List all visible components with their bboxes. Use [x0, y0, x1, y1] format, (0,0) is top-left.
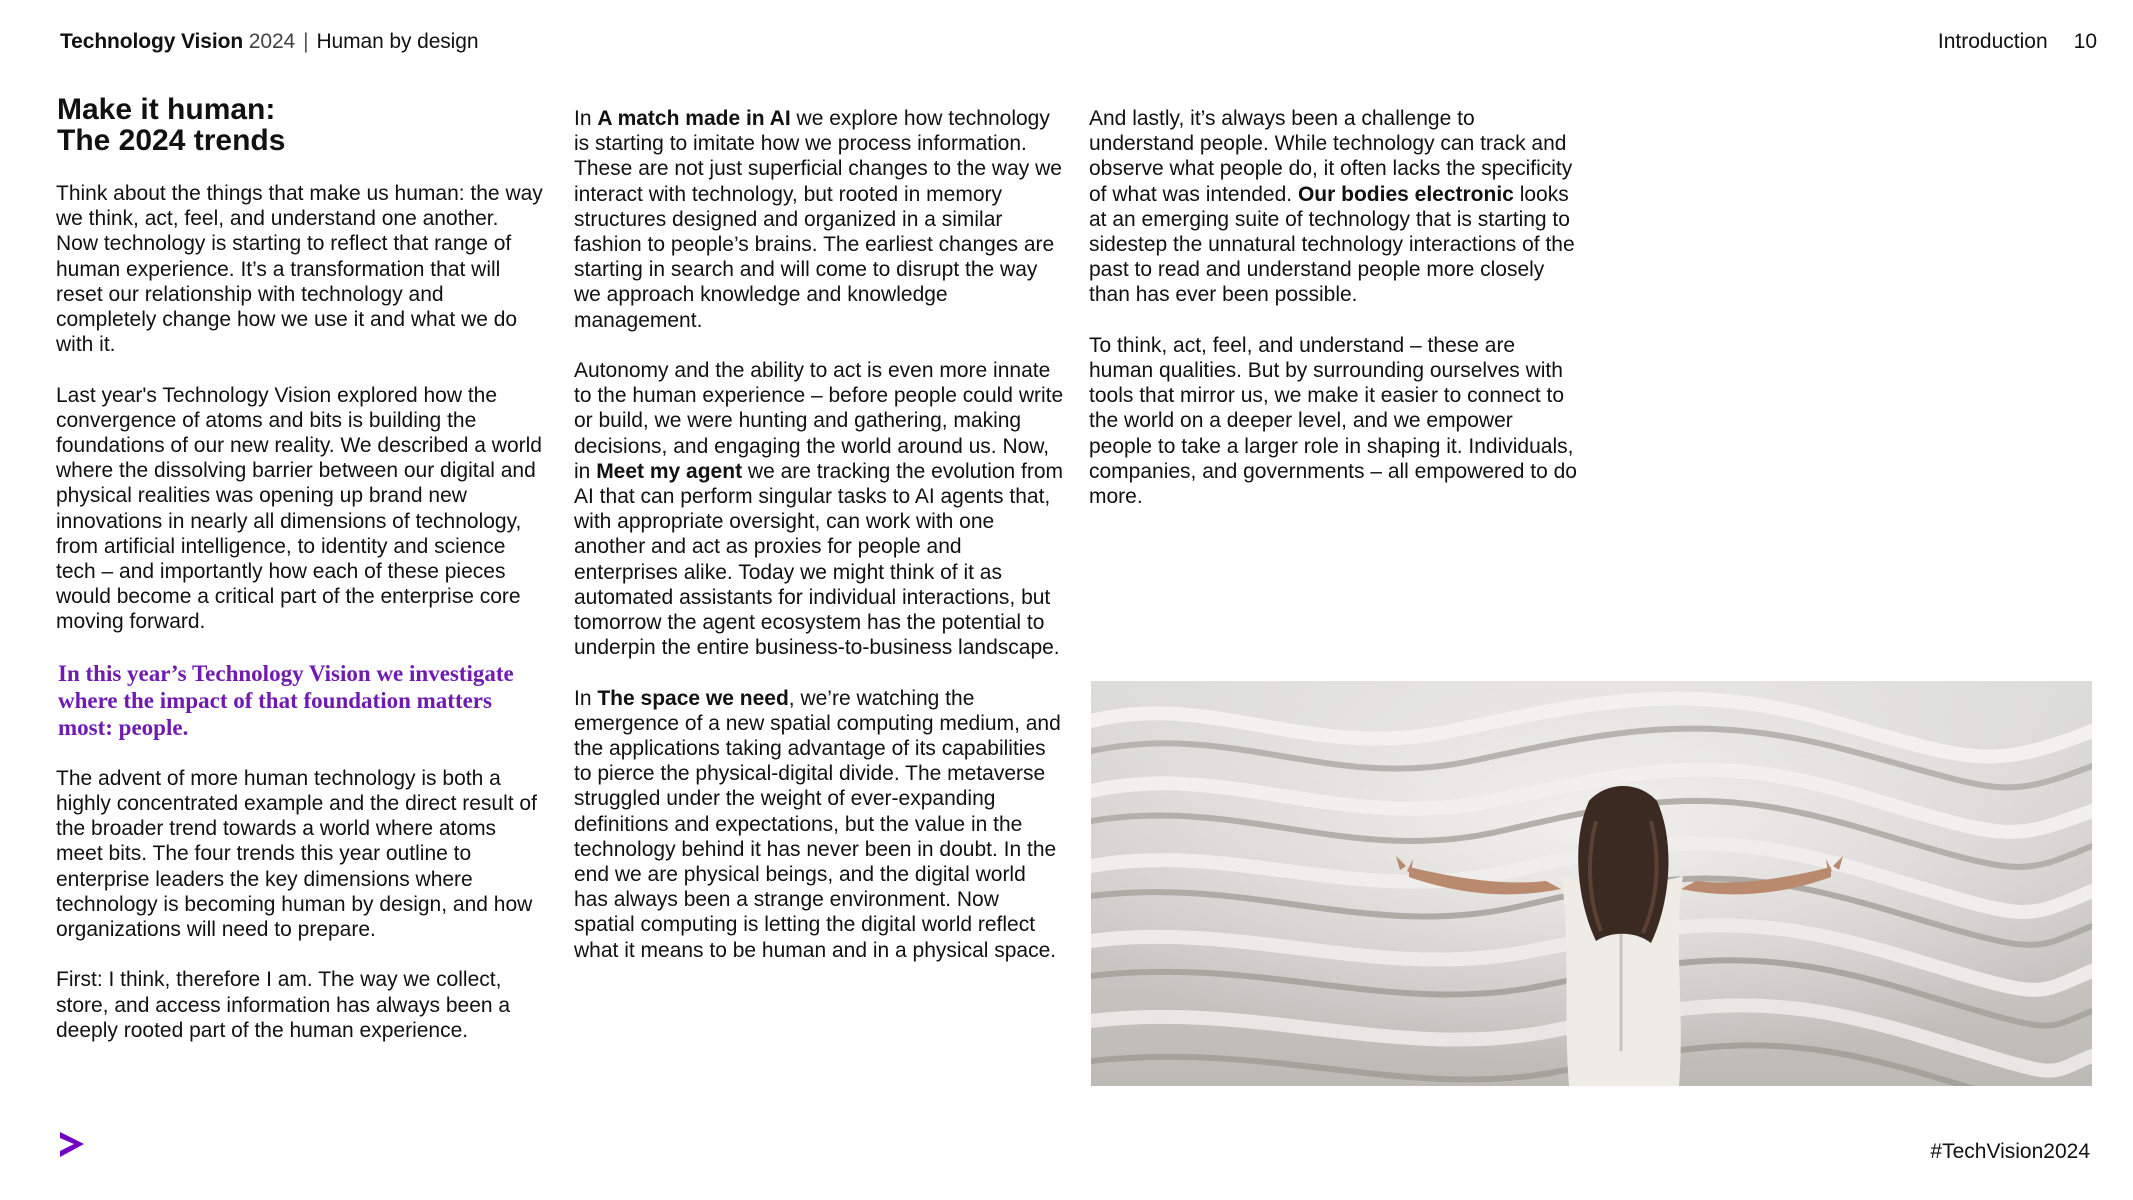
- trend-ai-paragraph: [574, 106, 1064, 333]
- report-subtitle: Human by design: [316, 30, 479, 53]
- column-middle: [574, 106, 1064, 988]
- intro-paragraph: Think about the things that make us human: the way we think, act, feel, and understand one another. Now technology is starting to reflect that range of human experience. It’s a transformation that will reset our relationship with technology and completely change how we use it and what we do with it.: [56, 182, 543, 357]
- trend-term-agent: Meet my agent: [596, 459, 743, 483]
- title-line-1: Make it human:: [57, 93, 276, 126]
- text-run: , we’re watching the emergence of a new spatial computing medium, and the applications taking advantage of its capabilities to pierce the physical-digital divide. The metaverse struggled under the weight of ever-expanding definitions and expectations, but the value in the technology behind it has never been in doubt. In the end we are physical beings, and the digital world has always been a strange environment. Now spatial computing is letting the digital world reflect what it means to be human and in a physical space.: [574, 686, 1061, 962]
- hero-photo: [1091, 681, 2092, 1086]
- trend-space-paragraph: [574, 686, 1064, 963]
- trend-bodies-paragraph: [1089, 106, 1579, 308]
- trend-term-space: The space we need: [597, 686, 789, 710]
- footer-hashtag: #TechVision2024: [1930, 1140, 2090, 1163]
- header-separator: |: [303, 30, 309, 53]
- text-run: Autonomy and the ability to act is even more innate to the human experience – before people could write or build, we were hunting and gathering, making decisions, and engaging the world around us. Now, in: [574, 359, 1064, 483]
- last-year-paragraph: Last year's Technology Vision explored how the convergence of atoms and bits is building the foundations of our new reality. We described a world where the dissolving barrier between our digital and physical realities was opening up brand new innovations in nearly all dimensions of technology, from artificial intelligence, to identity and science tech – and importantly how each of these pieces would become a critical part of the enterprise core moving forward.: [56, 383, 542, 634]
- text-run: And lastly, it’s always been a challenge to understand people. While technology can track and observe what people do, it often lacks the specificity of what was intended.: [1089, 107, 1573, 206]
- column-right: [1089, 106, 1579, 534]
- trend-agent-paragraph: [574, 358, 1064, 660]
- column-left: [56, 93, 546, 1068]
- section-name: Introduction: [1937, 30, 2048, 53]
- advent-paragraph: The advent of more human technology is both a highly concentrated example and the direct result of the broader trend towards a world where atoms meet bits. The four trends this year outline to enterprise leaders the key dimensions where technology is becoming human by design, and how organizations will need to prepare.: [56, 766, 537, 942]
- accenture-chevron-icon: [58, 1130, 86, 1165]
- closing-paragraph: To think, act, feel, and understand – these are human qualities. But by surrounding ourselves with tools that mirror us, we make it easier to connect to the world on a deeper level, and we empower people to take a larger role in shaping it. Individuals, companies, and governments – all empowered to do more.: [1089, 333, 1577, 509]
- pull-quote: In this year’s Technology Vision we investigate where the impact of that foundation matters most: people.: [58, 660, 514, 740]
- edition-year: 2024: [248, 30, 296, 53]
- text-run: we explore how technology is starting to imitate how we process information. These are not just superficial changes to the way we interact with technology, but rooted in memory structures designed and organized in a similar fashion to people’s brains. The earliest changes are starting in search and will come to disrupt the way we approach knowledge and knowledge management.: [574, 107, 1062, 332]
- text-run: we are tracking the evolution from AI that can perform singular tasks to AI agents that, with appropriate oversight, can work with one another and act as proxies for people and enterprises alike. Today we might think of it as automated assistants for individual interactions, but tomorrow the agent ecosystem has the potential to underpin the entire business-to-business landscape.: [574, 459, 1064, 660]
- page-number: 10: [2073, 30, 2097, 53]
- text-run: In: [574, 686, 598, 710]
- woman-with-wave-wall-illustration: [1091, 681, 2092, 1086]
- first-trend-paragraph: First: I think, therefore I am. The way we collect, store, and access information has always been a deeply rooted part of the human experience.: [56, 968, 511, 1042]
- page-locator: [1938, 30, 2097, 54]
- title-line-2: The 2024 trends: [57, 124, 286, 157]
- text-run: looks at an emerging suite of technology that is starting to sidestep the unnatural technology interactions of the past to read and understand people more closely than has ever been possible.: [1089, 182, 1575, 307]
- brand-title: Technology Vision: [60, 30, 244, 53]
- trend-term-bodies: Our bodies electronic: [1297, 182, 1514, 206]
- document-header: [60, 30, 478, 54]
- text-run: In: [574, 107, 598, 130]
- logo-shape: [58, 1130, 86, 1160]
- trend-term-ai: A match made in AI: [597, 107, 791, 130]
- page-title: [57, 94, 546, 156]
